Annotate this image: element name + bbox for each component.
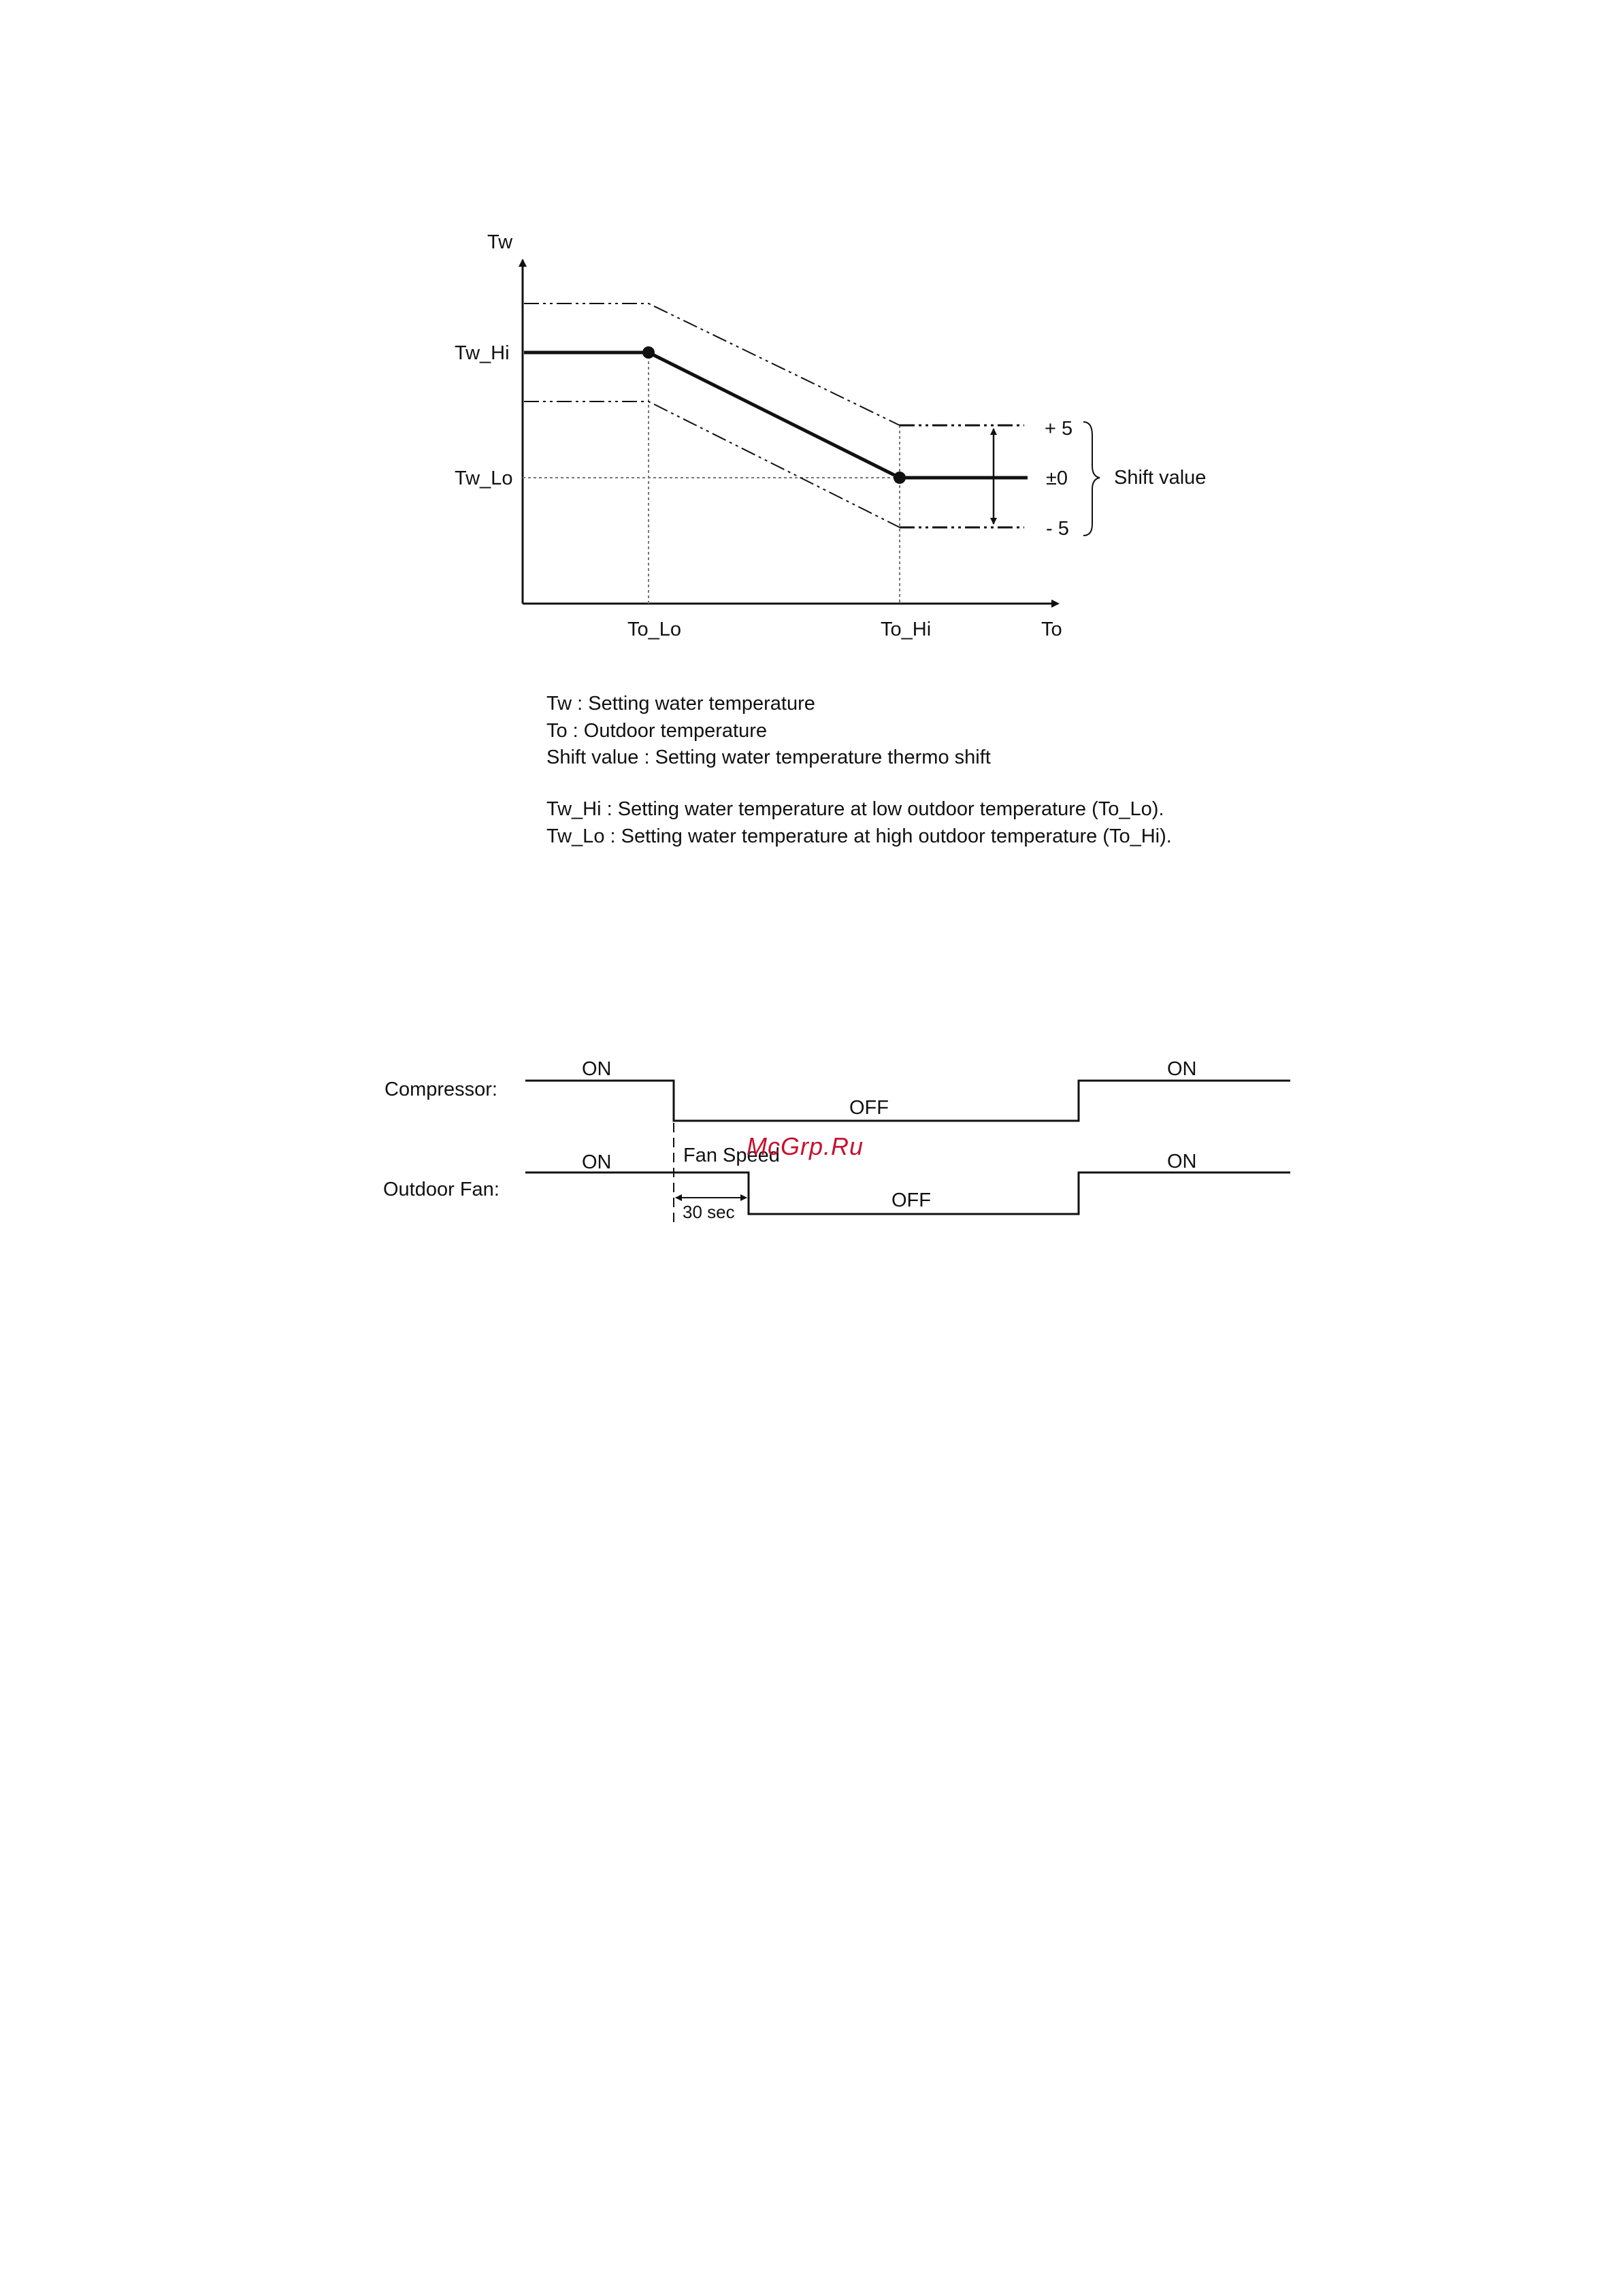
x-axis-label: To bbox=[1041, 619, 1062, 640]
legend bbox=[546, 693, 1172, 847]
to-hi-label: To_Hi bbox=[881, 619, 932, 640]
setting-line bbox=[524, 352, 1028, 478]
water-temp-graph bbox=[455, 231, 1206, 640]
compressor-label: Compressor: bbox=[384, 1079, 497, 1100]
shift-plus-label: + 5 bbox=[1045, 418, 1073, 440]
shift-minus-label: - 5 bbox=[1046, 518, 1069, 540]
shift-minus-line bbox=[524, 401, 900, 527]
fan-off: OFF bbox=[891, 1190, 931, 1211]
y-axis-label: Tw bbox=[487, 231, 513, 253]
shift-plus-line bbox=[524, 304, 900, 425]
fan-speed-label: Fan Speed bbox=[683, 1145, 780, 1166]
point-to-hi bbox=[894, 472, 906, 484]
tw-hi-label: Tw_Hi bbox=[455, 342, 510, 364]
shift-brace bbox=[1083, 422, 1100, 536]
legend-tw: Tw : Setting water temperature bbox=[546, 693, 815, 715]
tw-lo-label: Tw_Lo bbox=[455, 468, 513, 489]
compressor-on-right: ON bbox=[1167, 1058, 1197, 1080]
fan-on-right: ON bbox=[1167, 1151, 1197, 1172]
compressor-on-left: ON bbox=[582, 1058, 612, 1080]
compressor-off: OFF bbox=[849, 1097, 889, 1119]
shift-zero-label: ±0 bbox=[1046, 468, 1068, 489]
watermark: McGrp.Ru bbox=[747, 1132, 864, 1160]
compressor-signal bbox=[525, 1081, 1290, 1121]
legend-shift: Shift value : Setting water temperature thermo shift bbox=[546, 747, 991, 768]
shift-value-label: Shift value bbox=[1114, 467, 1207, 489]
legend-tw-lo: Tw_Lo : Setting water temperature at high outdoor temperature (To_Hi). bbox=[546, 825, 1172, 847]
point-to-lo bbox=[642, 346, 655, 359]
to-lo-label: To_Lo bbox=[627, 619, 682, 640]
fan-label: Outdoor Fan: bbox=[383, 1179, 500, 1200]
fan-delay-label: 30 sec bbox=[683, 1202, 735, 1222]
legend-tw-hi: Tw_Hi : Setting water temperature at low outdoor temperature (To_Lo). bbox=[546, 798, 1164, 820]
fan-on-left: ON bbox=[582, 1151, 612, 1173]
legend-to: To : Outdoor temperature bbox=[546, 720, 767, 742]
